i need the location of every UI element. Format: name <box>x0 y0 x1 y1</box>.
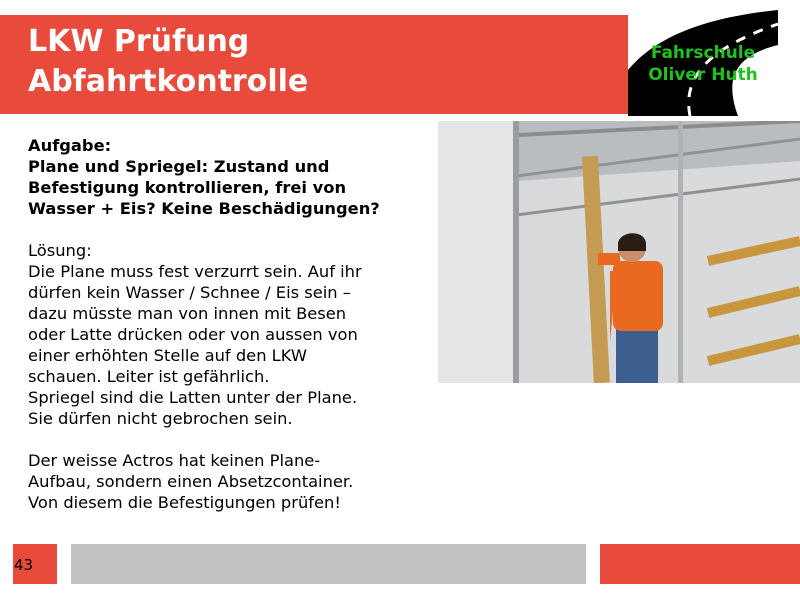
solution-line: dürfen kein Wasser / Schnee / Eis sein – <box>28 283 351 302</box>
title-line-2: Abfahrtkontrolle <box>28 64 309 99</box>
solution-line: dazu müsste man von innen mit Besen <box>28 304 347 323</box>
solution-line: Sie dürfen nicht gebrochen sein. <box>28 409 293 428</box>
logo-line-1: Fahrschule <box>650 43 756 63</box>
page-number: 43 <box>14 556 34 574</box>
footer-accent-right <box>600 544 800 584</box>
solution-line: Spriegel sind die Latten unter der Plane. <box>28 388 358 407</box>
solution-line: Die Plane muss fest verzurrt sein. Auf ihr <box>28 262 362 281</box>
truck-tarp-photo <box>438 121 800 383</box>
logo-line-2: Oliver Huth <box>648 65 758 85</box>
note-line: Der weisse Actros hat keinen Plane- <box>28 451 321 470</box>
solution-label: Lösung: <box>28 241 92 260</box>
task-label: Aufgabe: <box>28 136 112 155</box>
spacer <box>28 429 433 450</box>
spacer <box>28 219 433 240</box>
logo-text <box>628 42 778 86</box>
solution-line: einer erhöhten Stelle auf den LKW <box>28 346 307 365</box>
note-line: Von diesem die Befestigungen prüfen! <box>28 493 341 512</box>
task-line: Plane und Spriegel: Zustand und <box>28 157 330 176</box>
slide-title <box>28 22 308 102</box>
slide-body <box>28 135 433 513</box>
task-line: Wasser + Eis? Keine Beschädigungen? <box>28 199 380 218</box>
note-line: Aufbau, sondern einen Absetzcontainer. <box>28 472 354 491</box>
task-line: Befestigung kontrollieren, frei von <box>28 178 347 197</box>
solution-line: schauen. Leiter ist gefährlich. <box>28 367 270 386</box>
title-line-1: LKW Prüfung <box>28 24 250 59</box>
solution-line: oder Latte drücken oder von aussen von <box>28 325 358 344</box>
footer-bar <box>71 544 586 584</box>
